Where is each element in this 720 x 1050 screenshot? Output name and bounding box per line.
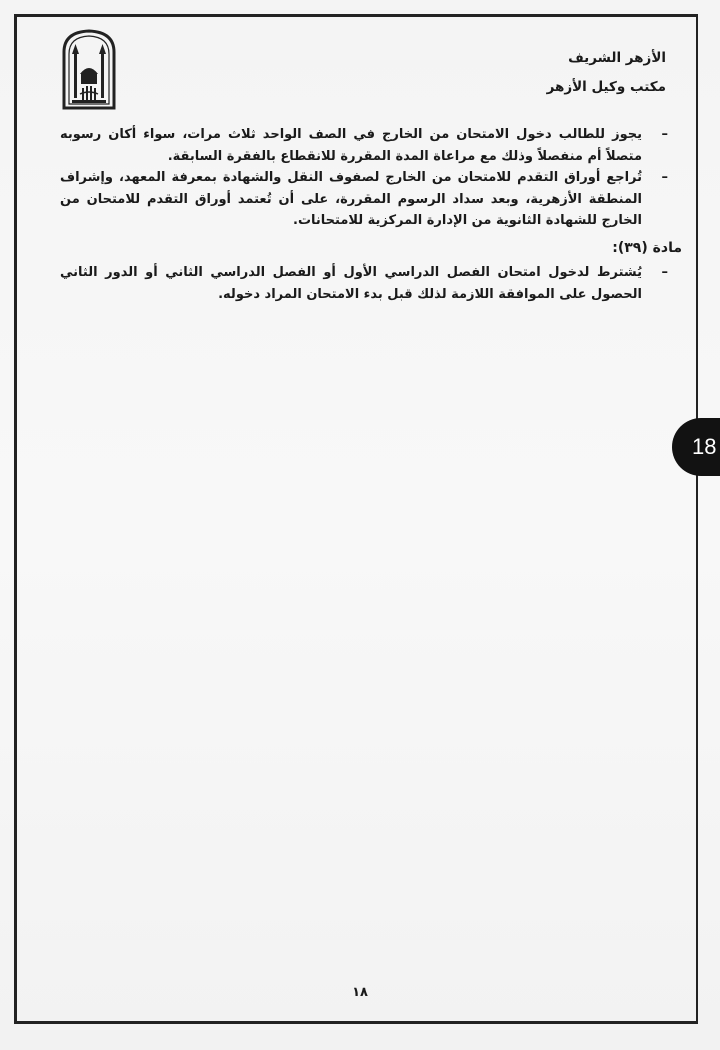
list-item-text: يُشترط لدخول امتحان الفصل الدراسي الأول أو الفصل الدراسي الثاني أو الدور الثاني الحصول على الموافقة اللازمة لذلك قبل بدء الامتحان المراد دخوله. bbox=[60, 265, 642, 302]
institution-header bbox=[446, 44, 666, 102]
list-item-text: تُراجع أوراق التقدم للامتحان من الخارج لصفوف النقل والشهادة بمعرفة المعهد، وإشراف المنطقة الأزهرية، وبعد سداد الرسوم المقررة، على أن تُعتمد أوراق التقدم للامتحان من الخارج للشهادة الثانوية من الإدارة المركزية للامتحانات. bbox=[60, 170, 642, 228]
page-indicator-tab[interactable]: 18 bbox=[672, 418, 720, 476]
dash-bullet: – bbox=[661, 265, 668, 280]
list-item-text: يجوز للطالب دخول الامتحان من الخارج في الصف الواحد ثلاث مرات، سواء أكان رسوبه متصلاً أم منفصلاً وذلك مع مراعاة المدة المقررة للانقطاع بالفقرة السابقة. bbox=[60, 127, 642, 164]
al-azhar-logo-icon bbox=[58, 28, 120, 110]
list-item bbox=[60, 167, 672, 232]
dash-bullet: – bbox=[661, 127, 668, 142]
institution-name: الأزهر الشريف bbox=[568, 50, 666, 66]
document-body bbox=[60, 124, 682, 305]
article-heading: مادة (٣٩): bbox=[612, 239, 682, 256]
list-item bbox=[60, 262, 672, 305]
page-number: ١٨ bbox=[352, 985, 368, 1000]
dash-bullet: – bbox=[661, 170, 668, 185]
list-item bbox=[60, 124, 672, 167]
office-name: مكتب وكيل الأزهر bbox=[546, 79, 666, 95]
